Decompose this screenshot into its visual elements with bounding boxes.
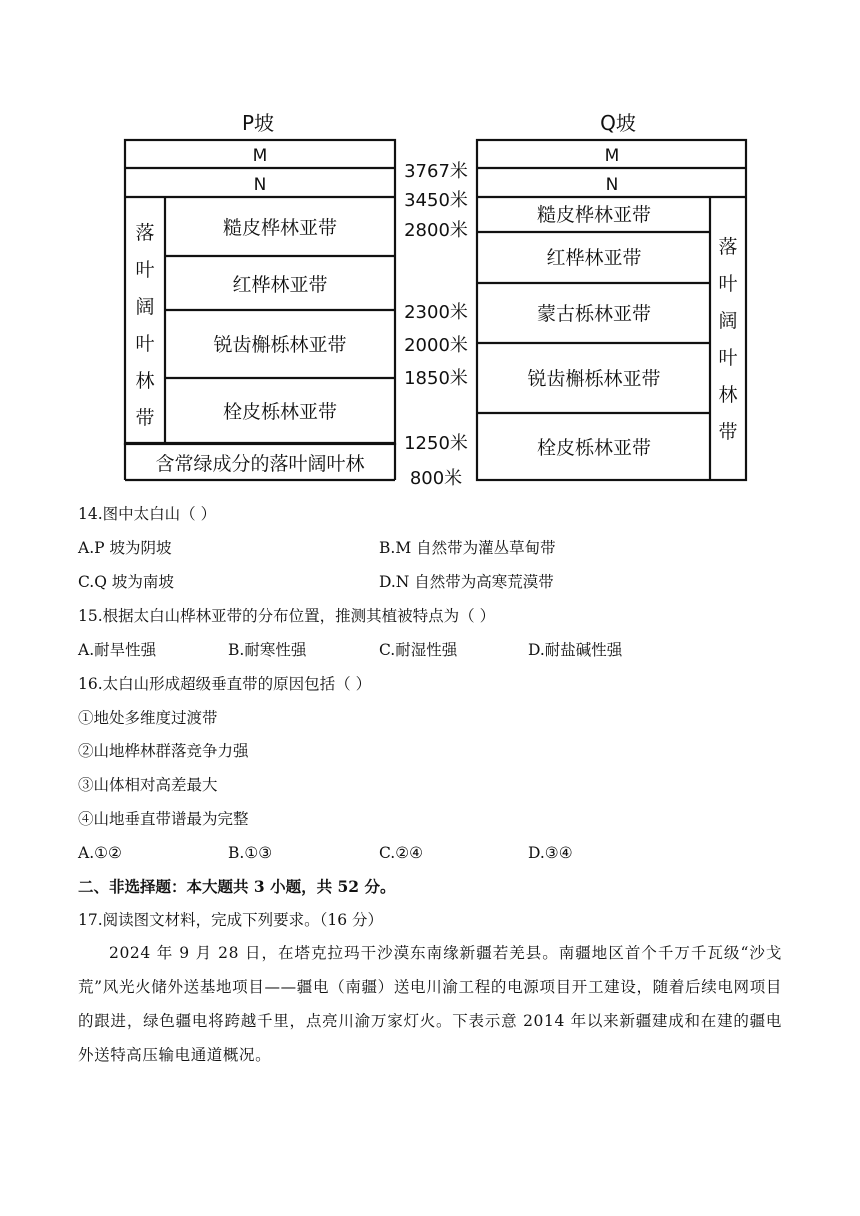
svg-text:阔: 阔 (135, 296, 155, 318)
q-slope-title: Q坡 (600, 111, 636, 135)
elevation-label: 800米 (409, 468, 463, 489)
q-subzone-mongolian-oak: 蒙古栎林亚带 (536, 303, 652, 325)
elevation-labels (404, 161, 468, 489)
q15-option-a: A.耐旱性强 (78, 641, 157, 659)
svg-text:林: 林 (718, 384, 738, 406)
q15-option-c: C.耐湿性强 (379, 641, 458, 659)
elevation-label: 1250米 (404, 433, 468, 454)
q16-item-4: ④山地垂直带谱最为完整 (78, 810, 249, 828)
q16-stem: 16.太白山形成超级垂直带的原因包括（ ） (78, 675, 372, 693)
elevation-label: 2800米 (404, 220, 468, 241)
svg-text:叶: 叶 (718, 347, 738, 369)
q-zone-n: N (605, 175, 619, 195)
q16-item-1: ①地处多维度过渡带 (78, 709, 218, 727)
q16-option-b: B.①③ (228, 844, 273, 862)
q16-option-d: D.③④ (528, 844, 573, 862)
q14-stem: 14.图中太白山（ ） (78, 505, 217, 523)
p-bottom-zone: 含常绿成分的落叶阔叶林 (155, 453, 365, 475)
p-subzone-red-birch: 红桦林亚带 (232, 274, 328, 296)
q16-option-c: C.②④ (379, 844, 424, 862)
q16-option-a: A.①② (78, 844, 122, 862)
p-zone-n: N (253, 175, 267, 195)
svg-text:带: 带 (718, 421, 738, 443)
svg-text:带: 带 (135, 407, 155, 429)
p-subzone-oak-cork: 栓皮栎林亚带 (222, 401, 338, 423)
section-heading: 二、非选择题：本大题共 3 小题，共 52 分。 (78, 877, 396, 896)
q14-option-d: D.N 自然带为高寒荒漠带 (379, 573, 554, 591)
q16-item-3: ③山体相对高差最大 (78, 776, 218, 794)
p-subzone-birch-rough: 糙皮桦林亚带 (222, 217, 338, 239)
p-slope-title: P坡 (241, 111, 275, 135)
svg-text:叶: 叶 (718, 273, 738, 295)
elevation-label: 3450米 (404, 190, 468, 211)
q17-stem: 17.阅读图文材料，完成下列要求。（16 分） (78, 911, 384, 929)
q17-material-paragraph: 2024 年 9 月 28 日，在塔克拉玛干沙漠东南缘新疆若羌县。南疆地区首个千万千瓦级“沙戈荒”风光火储外送基地项目——疆电（南疆）送电川渝工程的电源项目开工建设，随着后续电网项目的跟进，绿色疆电将跨越千里，点亮川渝万家灯火。下表示意 2014 年以来新疆建成和在建的疆电外送特高压输电通道概况。 (78, 944, 782, 1064)
p-group-label (135, 222, 154, 429)
q15-stem: 15.根据太白山桦林亚带的分布位置，推测其植被特点为（ ） (78, 607, 496, 625)
q-group-label (718, 236, 737, 443)
svg-text:叶: 叶 (135, 333, 155, 355)
svg-text:落: 落 (135, 222, 155, 244)
svg-text:林: 林 (135, 370, 155, 392)
q14-option-a: A.P 坡为阴坡 (78, 539, 172, 557)
svg-text:落: 落 (718, 236, 738, 258)
q-subzone-oak-sharp: 锐齿槲栎林亚带 (527, 368, 661, 390)
elevation-label: 3767米 (404, 161, 468, 182)
svg-text:阔: 阔 (718, 310, 738, 332)
q15-option-d: D.耐盐碱性强 (528, 641, 623, 659)
q-subzone-red-birch: 红桦林亚带 (546, 247, 642, 269)
q16-item-2: ②山地桦林群落竞争力强 (78, 742, 249, 760)
q14-option-b: B.M 自然带为灌丛草甸带 (379, 539, 556, 557)
q-subzone-oak-cork: 栓皮栎林亚带 (536, 437, 652, 459)
q-zone-m: M (604, 146, 620, 166)
elevation-label: 2000米 (404, 335, 468, 356)
p-subzone-oak-sharp: 锐齿槲栎林亚带 (213, 334, 347, 356)
svg-text:叶: 叶 (135, 259, 155, 281)
elevation-label: 1850米 (404, 368, 468, 389)
q-subzone-birch-rough: 糙皮桦林亚带 (536, 204, 652, 226)
p-zone-m: M (252, 146, 268, 166)
elevation-label: 2300米 (404, 302, 468, 323)
q14-option-c: C.Q 坡为南坡 (78, 573, 174, 591)
vertical-zone-diagram (110, 100, 760, 492)
q15-option-b: B.耐寒性强 (228, 641, 307, 659)
